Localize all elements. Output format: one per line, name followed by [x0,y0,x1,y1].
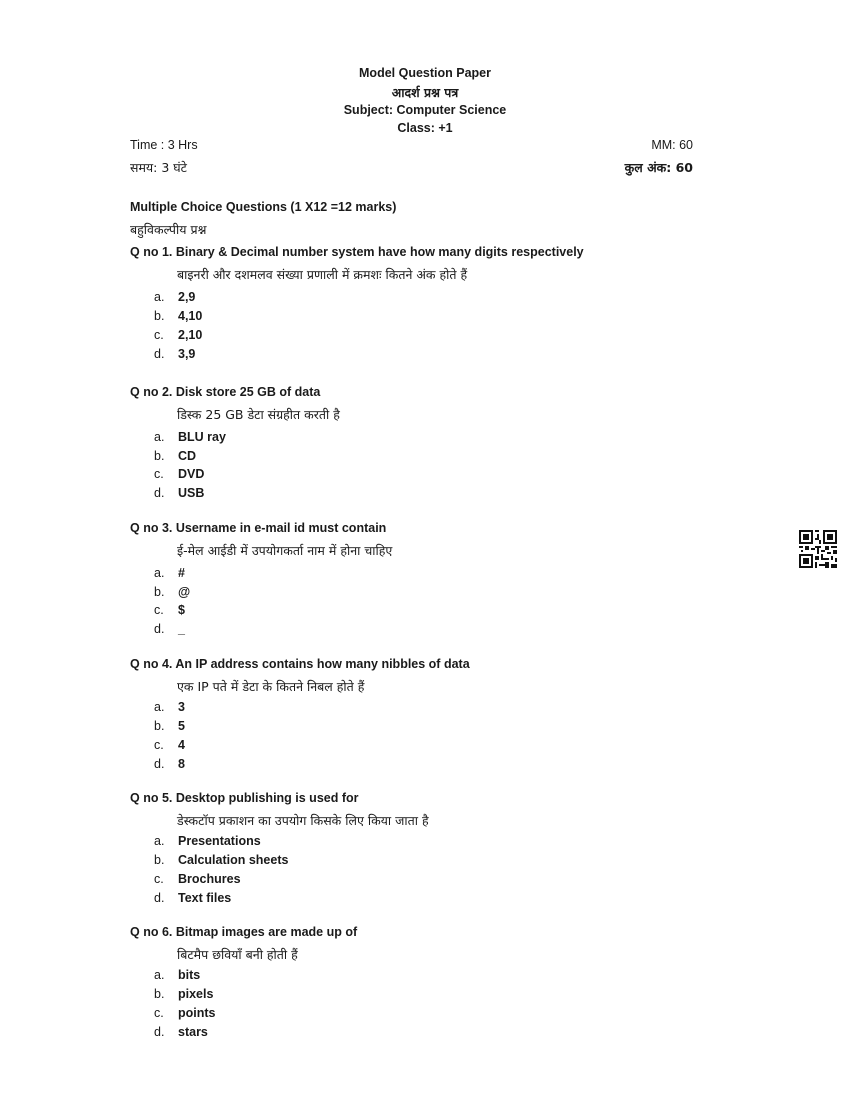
option-d: d. USB [154,486,205,500]
option-d: d. Text files [154,891,232,905]
question-text: Q no 4. An IP address contains how many nibbles of data [130,657,470,671]
option-a: a. BLU ray [154,430,226,444]
qr-code-icon [799,530,837,568]
question-text-hindi: ई-मेल आईडी में उपयोगकर्ता नाम में होना चाहिए [177,543,393,558]
question-text-hindi: बाइनरी और दशमलव संख्या प्रणाली में क्रमशः कितने अंक होते हैं [177,267,468,282]
option-b: b. 4,10 [154,309,203,323]
option-a: a. Presentations [154,834,261,848]
section-title: Multiple Choice Questions (1 X12 =12 marks) [130,200,397,214]
option-a: a. 3 [154,700,185,714]
max-marks: MM: 60 [651,138,693,152]
question-text: Q no 6. Bitmap images are made up of [130,925,358,939]
option-d: d. 8 [154,757,185,771]
option-c: c. $ [154,603,185,617]
question-text: Q no 5. Desktop publishing is used for [130,791,359,805]
option-a: a. # [154,566,185,580]
paper-title-hindi: आदर्श प्रश्न पत्र [391,85,459,100]
option-a: a. 2,9 [154,290,196,304]
time-label: Time : 3 Hrs [130,138,198,152]
option-a: a. bits [154,968,201,982]
option-c: c. 2,10 [154,328,203,342]
option-b: b. 5 [154,719,185,733]
option-b: b. pixels [154,987,214,1001]
option-c: c. DVD [154,467,205,481]
question-text: Q no 3. Username in e-mail id must contain [130,521,387,535]
option-d: d. stars [154,1025,208,1039]
option-c: c. 4 [154,738,185,752]
option-c: c. Brochures [154,872,241,886]
option-b: b. CD [154,449,197,463]
option-d: d. 3,9 [154,347,196,361]
option-b: b. Calculation sheets [154,853,289,867]
question-text-hindi: डेस्कटॉप प्रकाशन का उपयोग किसके लिए किया जाता है [177,813,429,828]
question-text-hindi: बिटमैप छवियाँ बनी होती हैं [177,947,298,962]
question-text-hindi: डिस्क 25 GB डेटा संग्रहीत करती है [177,407,340,422]
question-text: Q no 1. Binary & Decimal number system have how many digits respectively [130,245,584,259]
class-label: Class: +1 [397,121,453,135]
time-label-hindi: समय: 3 घंटे [130,160,187,175]
question-text: Q no 2. Disk store 25 GB of data [130,385,321,399]
question-text-hindi: एक IP पते में डेटा के कितने निबल होते हैं [177,679,365,694]
paper-title: Model Question Paper [359,66,491,80]
section-title-hindi: बहुविकल्पीय प्रश्न [130,222,207,237]
option-b: b. @ [154,585,191,599]
max-marks-hindi: कुल अंक: 60 [624,160,693,175]
option-c: c. points [154,1006,216,1020]
subject: Subject: Computer Science [343,103,507,117]
option-d: d. _ [154,622,185,636]
